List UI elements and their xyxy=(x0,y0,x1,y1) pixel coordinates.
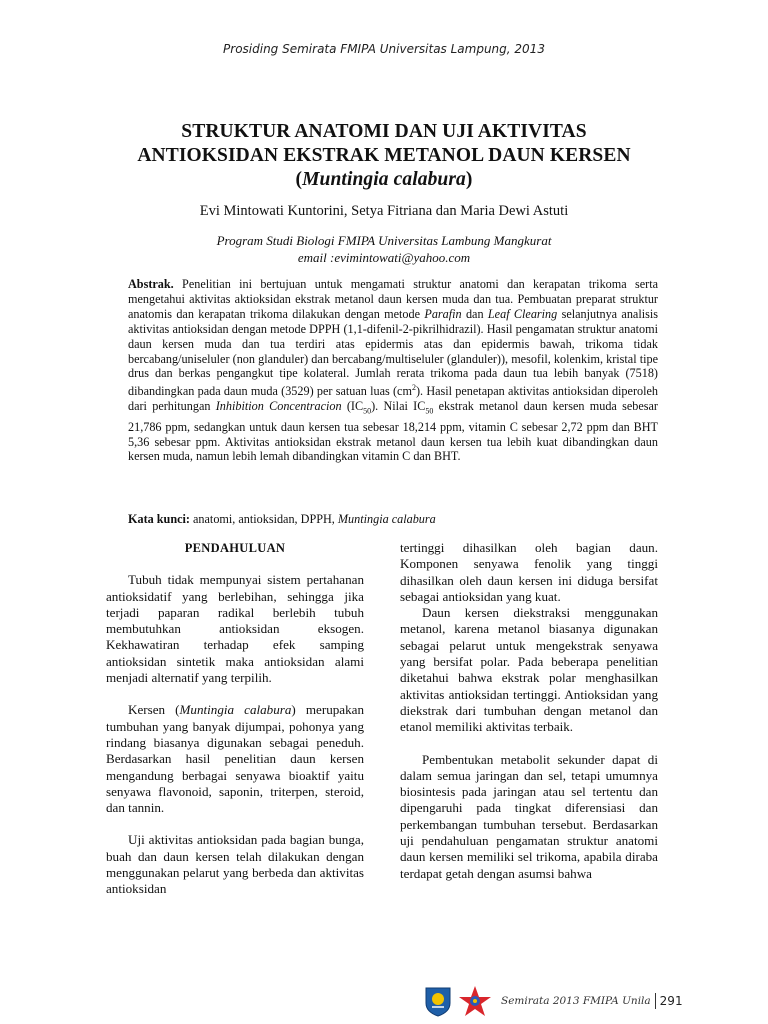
university-emblem-icon xyxy=(423,985,453,1017)
paragraph: Tubuh tidak mempunyai sistem pertahanan antioksidatif yang berlebihan, sehingga jika terjadi paparan radikal berlebih tubuh membutuhkan antioksidan eksogen. Kekhawatiran terhadap efek samping antioksidan sintetik maka antioksidan alami menjadi alternatif yang terpilih. xyxy=(106,572,364,686)
section-heading-pendahuluan: PENDAHULUAN xyxy=(184,541,286,555)
title-species: Muntingia calabura xyxy=(302,169,466,190)
title-line-2: ANTIOKSIDAN EKSTRAK METANOL DAUN KERSEN xyxy=(137,145,631,166)
keywords: Kata kunci: anatomi, antioksidan, DPPH, Muntingia calabura xyxy=(128,512,436,526)
email: email :evimintowati@yahoo.com xyxy=(297,250,471,265)
left-column xyxy=(106,540,364,898)
authors: Evi Mintowati Kuntorini, Setya Fitriana dan Maria Dewi Astuti xyxy=(199,203,569,219)
paragraph: Daun kersen diekstraksi menggunakan metanol, karena metanol biasanya digunakan sebagai pelarut untuk mengekstrak senyawa yang bersifat polar. Pada beberapa penelitian diketahui bahwa ekstrak polar menghasilkan aktivitas antioksidan tertinggi. Antioksidan yang diekstrak dari tumbuhan dengan metanol dan etanol memiliki aktivitas terbaik. xyxy=(400,605,658,735)
keywords-label: Kata kunci: xyxy=(128,512,190,526)
paragraph: tertinggi dihasilkan oleh bagian daun. Komponen senyawa fenolik yang tinggi dihasilkan oleh daun kersen ini diduga bersifat sebagai antioksidan yang kuat. xyxy=(400,540,658,604)
institution: Program Studi Biologi FMIPA Universitas Lambung Mangkurat xyxy=(216,233,552,248)
affiliation xyxy=(0,232,768,266)
footer-separator xyxy=(655,993,656,1009)
paragraph: Uji aktivitas antioksidan pada bagian bunga, buah dan daun kersen telah dilakukan dengan menggunakan pelarut yang berbeda dan aktivitas antioksidan xyxy=(106,832,364,897)
paragraph: Kersen (Muntingia calabura) merupakan tumbuhan yang banyak dijumpai, pohonya yang rindang biasanya digunakan sebagai peneduh. Berdasarkan hasil penelitian daun kersen mengandung berbagai senyawa bioaktif yaitu senyawa flavonoid, saponin, triterpen, steroid, dan tannin. xyxy=(106,702,365,816)
title-line-1: STRUKTUR ANATOMI DAN UJI AKTIVITAS xyxy=(181,121,587,142)
page-footer xyxy=(423,983,683,1019)
page-number: 291 xyxy=(659,994,683,1008)
abstract-label: Abstrak. xyxy=(128,277,174,291)
title-line-3: (Muntingia calabura) xyxy=(295,169,473,190)
paper-title xyxy=(60,120,708,192)
paragraph: Pembentukan metabolit sekunder dapat di dalam semua jaringan dan sel, tetapi umumnya biosintesis pada jaringan atau sel tertentu dan dipengaruhi pada tingkat diferensiasi dan perkembangan tumbuhan tersebut. Berdasarkan uji pendahuluan pengamatan struktur anatomi daun kersen memiliki sel trikoma, apabila diraba terdapat getah dengan asumsi bahwa xyxy=(400,751,658,881)
right-column xyxy=(400,540,658,882)
running-head: Prosiding Semirata FMIPA Universitas Lampung, 2013 xyxy=(223,42,545,56)
semirata-flower-icon xyxy=(457,984,493,1018)
abstract: Abstrak. Penelitian ini bertujuan untuk mengamati struktur anatomi dan kerapatan trikoma serta mengetahui aktivitas aktioksidan ekstrak metanol daun kersen muda dan tua. Pembuatan preparat struktur anatomis dan kerapatan trikoma dilakukan dengan metode Parafin dan Leaf Clearing selanjutnya analisis aktivitas antioksidan dengan metode DPPH (1,1-difenil-2-pikrilhidrazil). Hasil pengamatan struktur anatomi daun kersen muda dan tua terdiri atas epidermis atas dan epidermis bawah, trikoma tidak bercabang/uniseluler (non glanduler) dan bercabang/multiseluler (glanduler)), mesofil, kolenkim, kristal tipe drus dan berkas pengangkut tipe kolateral. Jumlah rerata trikoma pada daun tua lebih banyak (7518) dibandingkan pada daun muda (3529) per satuan luas $(cm^2)$. Hasil penetapan aktivitas antioksidan diperoleh dari perhitungan Inhibition Concentracion $(IC_{50})$. Nilai $IC_{50}$ ekstrak metanol daun kersen muda sebesar 21,786 ppm, sedangkan untuk daun kersen tua sebesar 18,214 ppm, vitamin C sebesar 2,72 ppm dan BHT 5,36 sebesar ppm. Aktivitas antioksidan ekstrak metanol daun kersen tua lebih kuat dibandingkan daun kersen muda, namun lebih lemah dibandingkan vitamin C dan BHT. xyxy=(128,277,658,464)
footer-event: Semirata 2013 FMIPA Unila xyxy=(501,995,651,1007)
